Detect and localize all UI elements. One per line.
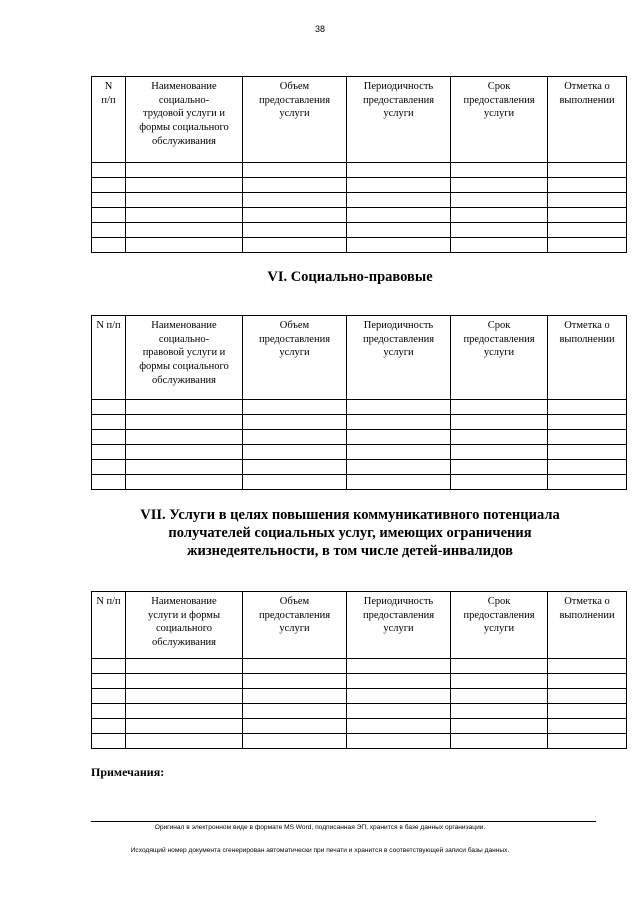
services-table-labor (91, 76, 627, 253)
header-cell-completion-mark: Отметка о выполнении (548, 77, 627, 163)
table-cell (451, 163, 548, 178)
table-cell (451, 430, 548, 445)
table-cell (126, 415, 243, 430)
table-cell (92, 460, 126, 475)
table-cell (548, 400, 627, 415)
table-cell (548, 689, 627, 704)
table-cell (92, 430, 126, 445)
table-cell (126, 238, 243, 253)
header-cell-periodicity: Периодичность предоставления услуги (347, 316, 451, 400)
table-cell (243, 430, 347, 445)
table-cell (92, 704, 126, 719)
table-cell (92, 163, 126, 178)
table-cell (451, 734, 548, 749)
table-cell (347, 704, 451, 719)
table-cell (451, 460, 548, 475)
table-cell (92, 415, 126, 430)
header-cell-number: N п/п (92, 316, 126, 400)
table-cell (347, 674, 451, 689)
table-cell (451, 475, 548, 490)
services-table-legal (91, 315, 627, 490)
table-cell (243, 400, 347, 415)
table-cell (243, 460, 347, 475)
table-row (92, 674, 627, 689)
table-header-row (92, 77, 627, 163)
table-cell (451, 223, 548, 238)
table-cell (347, 208, 451, 223)
table-cell (92, 223, 126, 238)
table-cell (243, 734, 347, 749)
table-cell (347, 223, 451, 238)
table-cell (92, 719, 126, 734)
footer-divider (91, 821, 596, 822)
services-table-communicative (91, 591, 627, 749)
table-cell (126, 400, 243, 415)
table-cell (126, 689, 243, 704)
table-cell (347, 460, 451, 475)
table-cell (126, 475, 243, 490)
header-cell-number: N п/п (92, 592, 126, 659)
table-cell (347, 689, 451, 704)
table-cell (126, 223, 243, 238)
table-row (92, 719, 627, 734)
table-cell (548, 430, 627, 445)
table-row (92, 445, 627, 460)
table-cell (126, 208, 243, 223)
table-cell (347, 445, 451, 460)
table-row (92, 208, 627, 223)
table-cell (126, 659, 243, 674)
footer-storage-note: Оригинал в электронном виде в формате MS Word, подписанная ЭП, хранится в базе данных организации. (154, 824, 486, 831)
table-cell (451, 674, 548, 689)
table-cell (451, 193, 548, 208)
table-cell (548, 719, 627, 734)
table-cell (548, 475, 627, 490)
table-cell (243, 674, 347, 689)
table-cell (92, 445, 126, 460)
table-cell (243, 659, 347, 674)
table-cell (548, 445, 627, 460)
table-cell (451, 689, 548, 704)
table-cell (451, 238, 548, 253)
header-cell-service-name: Наименование социально- трудовой услуги и формы социального обслуживания (126, 77, 243, 163)
table-cell (92, 689, 126, 704)
table-cell (92, 178, 126, 193)
table-cell (243, 445, 347, 460)
table-cell (548, 415, 627, 430)
table-cell (451, 178, 548, 193)
table-cell (548, 178, 627, 193)
table-cell (451, 659, 548, 674)
table-cell (92, 208, 126, 223)
header-cell-number: N п/п (92, 77, 126, 163)
table-cell (347, 178, 451, 193)
table-cell (451, 719, 548, 734)
table-cell (548, 223, 627, 238)
table-cell (243, 704, 347, 719)
table-cell (347, 193, 451, 208)
table-cell (451, 415, 548, 430)
table-cell (347, 659, 451, 674)
table-cell (243, 193, 347, 208)
page-number: 38 (314, 24, 325, 34)
table-cell (92, 674, 126, 689)
table-row (92, 415, 627, 430)
notes-label: Примечания: (91, 765, 165, 779)
header-cell-term: Срок предоставления услуги (451, 77, 548, 163)
table-cell (243, 208, 347, 223)
table-cell (243, 719, 347, 734)
table-cell (347, 475, 451, 490)
table-row (92, 475, 627, 490)
table-cell (243, 163, 347, 178)
table-cell (451, 208, 548, 223)
table-cell (92, 238, 126, 253)
table-cell (451, 704, 548, 719)
table-cell (548, 659, 627, 674)
header-cell-completion-mark: Отметка о выполнении (548, 592, 627, 659)
table-cell (347, 719, 451, 734)
header-cell-service-name: Наименование услуги и формы социального обслуживания (126, 592, 243, 659)
table-row (92, 704, 627, 719)
table-cell (243, 689, 347, 704)
table-cell (92, 734, 126, 749)
table-cell (347, 400, 451, 415)
header-cell-volume: Объем предоставления услуги (243, 316, 347, 400)
table-cell (126, 460, 243, 475)
table-row (92, 659, 627, 674)
footer-document-number-note: Исходящий номер документа сгенерирован автоматически при печати и хранится в соответствующей записи базы данных. (130, 847, 510, 854)
table-cell (548, 734, 627, 749)
table-cell (347, 163, 451, 178)
table-cell (126, 163, 243, 178)
table-cell (126, 719, 243, 734)
table-cell (92, 193, 126, 208)
table-cell (126, 193, 243, 208)
header-cell-periodicity: Периодичность предоставления услуги (347, 592, 451, 659)
table-row (92, 400, 627, 415)
table-cell (548, 208, 627, 223)
table-cell (548, 163, 627, 178)
table-cell (548, 704, 627, 719)
table-row (92, 734, 627, 749)
header-cell-term: Срок предоставления услуги (451, 592, 548, 659)
table-cell (548, 193, 627, 208)
section-heading-communicative: VII. Услуги в целях повышения коммуникативного потенциала получателей социальных услуг, имеющих ограничения жизнедеятельности, в том числе детей-инвалидов (140, 507, 560, 559)
table-cell (126, 674, 243, 689)
table-cell (92, 475, 126, 490)
table-row (92, 163, 627, 178)
table-cell (92, 659, 126, 674)
table-cell (548, 674, 627, 689)
table-row (92, 223, 627, 238)
table-row (92, 460, 627, 475)
header-cell-periodicity: Периодичность предоставления услуги (347, 77, 451, 163)
header-cell-service-name: Наименование социально- правовой услуги и формы социального обслуживания (126, 316, 243, 400)
header-cell-completion-mark: Отметка о выполнении (548, 316, 627, 400)
table-cell (92, 400, 126, 415)
table-cell (451, 400, 548, 415)
header-cell-volume: Объем предоставления услуги (243, 77, 347, 163)
table-cell (347, 430, 451, 445)
table-cell (347, 415, 451, 430)
table-cell (126, 704, 243, 719)
table-cell (451, 445, 548, 460)
table-row (92, 430, 627, 445)
table-cell (347, 238, 451, 253)
table-cell (347, 734, 451, 749)
header-cell-term: Срок предоставления услуги (451, 316, 548, 400)
table-cell (548, 460, 627, 475)
table-cell (126, 178, 243, 193)
table-cell (243, 238, 347, 253)
table-cell (243, 223, 347, 238)
table-cell (548, 238, 627, 253)
header-cell-volume: Объем предоставления услуги (243, 592, 347, 659)
table-cell (126, 430, 243, 445)
table-row (92, 178, 627, 193)
table-row (92, 689, 627, 704)
table-cell (243, 475, 347, 490)
table-cell (126, 445, 243, 460)
table-cell (126, 734, 243, 749)
section-heading-social-legal: VI. Социально-правовые (267, 269, 433, 285)
table-header-row (92, 316, 627, 400)
table-row (92, 193, 627, 208)
table-cell (243, 178, 347, 193)
table-cell (243, 415, 347, 430)
table-row (92, 238, 627, 253)
table-header-row (92, 592, 627, 659)
